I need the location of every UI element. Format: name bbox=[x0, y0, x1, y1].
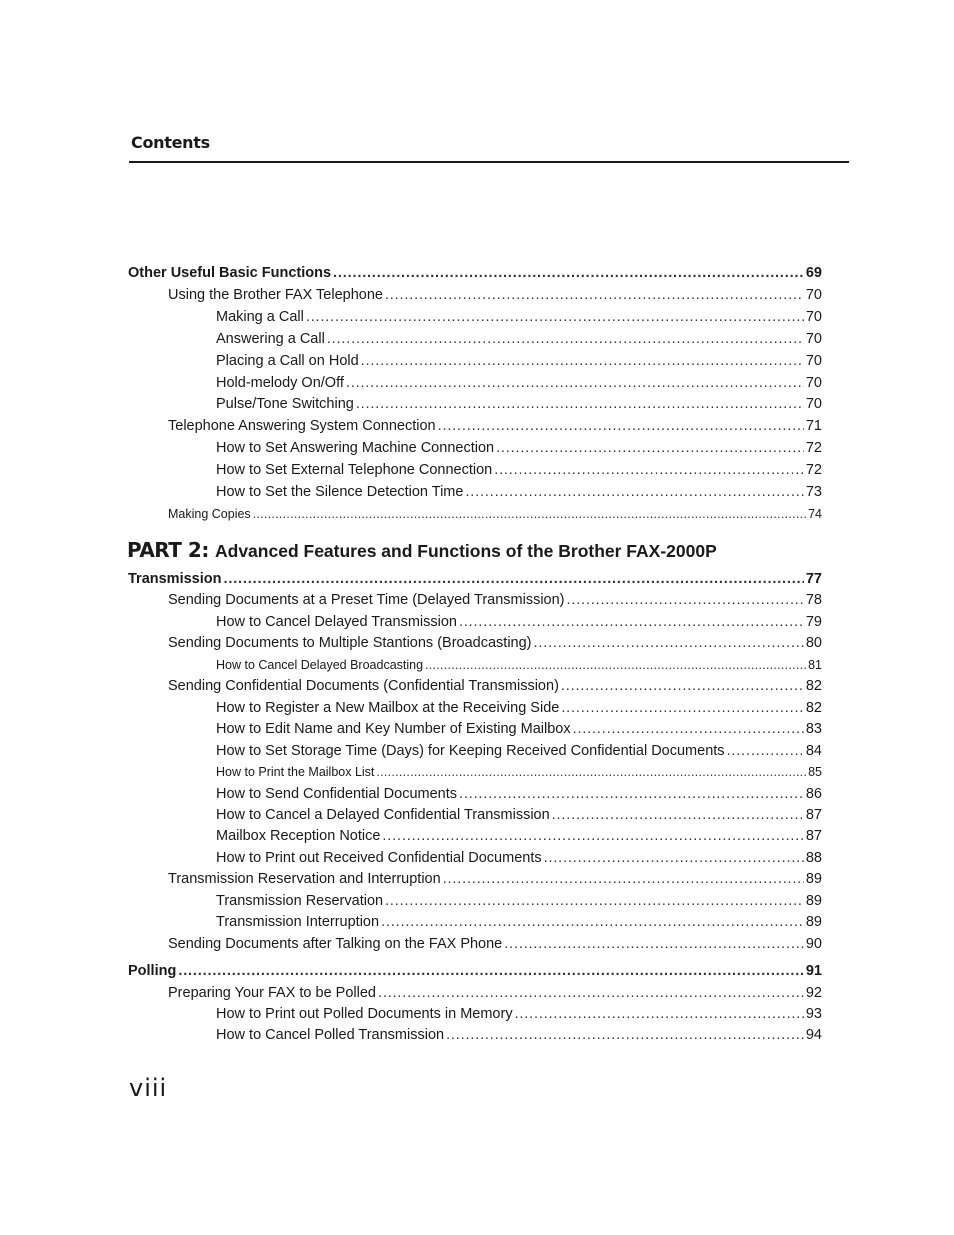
toc-entry-page: 92 bbox=[805, 984, 822, 1001]
toc-entry-page: 70 bbox=[805, 330, 822, 347]
toc-entry-label: Telephone Answering System Connection bbox=[168, 418, 436, 435]
dot-leader bbox=[561, 699, 804, 717]
toc-entry-page: 70 bbox=[805, 374, 822, 391]
toc-entry bbox=[168, 870, 822, 888]
toc-entry-page: 73 bbox=[805, 484, 822, 500]
dot-leader bbox=[727, 742, 804, 760]
toc-entry bbox=[216, 720, 822, 738]
toc-entry-label: Pulse/Tone Switching bbox=[216, 396, 354, 413]
toc-entry-page: 84 bbox=[805, 742, 822, 759]
toc-entry-label: Transmission Reservation bbox=[216, 892, 384, 909]
toc-entry-label: How to Send Confidential Documents bbox=[216, 785, 457, 802]
dot-leader bbox=[385, 892, 804, 910]
toc-entry-label: Sending Documents at a Preset Time (Delayed Transmission) bbox=[168, 592, 565, 609]
toc-entry-page: 70 bbox=[805, 308, 822, 325]
toc-entry bbox=[168, 591, 822, 609]
dot-leader bbox=[443, 870, 804, 888]
dot-leader bbox=[504, 935, 804, 953]
toc-entry bbox=[216, 806, 822, 824]
part-heading bbox=[127, 538, 717, 562]
toc-entry-page: 87 bbox=[805, 806, 822, 823]
toc-entry-page: 91 bbox=[805, 963, 822, 980]
toc-entry bbox=[216, 1026, 822, 1044]
toc-entry bbox=[216, 849, 822, 867]
toc-entry bbox=[216, 892, 822, 910]
dot-leader bbox=[327, 330, 804, 348]
dot-leader bbox=[573, 720, 804, 738]
toc-entry-label: How to Set the Silence Detection Time bbox=[216, 484, 464, 500]
toc-entry-page: 85 bbox=[808, 765, 822, 780]
toc-entry-page: 77 bbox=[805, 571, 822, 587]
toc-entry bbox=[128, 962, 822, 980]
toc-entry bbox=[216, 439, 822, 457]
dot-leader bbox=[459, 613, 804, 631]
toc-entry-label: Transmission bbox=[128, 571, 222, 587]
toc-entry-label: How to Set Answering Machine Connection bbox=[216, 440, 495, 457]
toc-entry-page: 83 bbox=[805, 721, 822, 738]
toc-entry bbox=[168, 935, 822, 953]
toc-entry-page: 93 bbox=[805, 1006, 822, 1022]
toc-entry bbox=[216, 827, 822, 845]
toc-entry-page: 72 bbox=[805, 440, 822, 457]
dot-leader bbox=[333, 264, 804, 282]
toc-entry-page: 70 bbox=[805, 352, 822, 369]
dot-leader bbox=[534, 634, 804, 652]
toc-entry bbox=[216, 913, 822, 931]
dot-leader bbox=[446, 1026, 804, 1044]
toc-entry-label: How to Cancel Polled Transmission bbox=[216, 1027, 445, 1044]
toc-entry-label: Using the Brother FAX Telephone bbox=[168, 286, 383, 303]
toc-entry-page: 89 bbox=[805, 892, 822, 909]
toc-entry-label: How to Set Storage Time (Days) for Keeping Received Confidential Documents bbox=[216, 742, 725, 759]
toc-entry bbox=[128, 264, 822, 282]
toc-entry bbox=[168, 417, 822, 435]
toc-entry-page: 82 bbox=[805, 699, 822, 716]
toc-entry bbox=[216, 613, 822, 631]
dot-leader bbox=[356, 395, 804, 413]
toc-entry-page: 69 bbox=[805, 265, 822, 281]
dot-leader bbox=[361, 352, 804, 370]
page-number: viii bbox=[129, 1074, 168, 1102]
toc-entry-page: 80 bbox=[805, 635, 822, 652]
toc-entry-label: How to Print out Received Confidential Documents bbox=[216, 849, 542, 866]
dot-leader bbox=[515, 1005, 804, 1023]
toc-entry-label: Hold-melody On/Off bbox=[216, 374, 344, 391]
toc-entry-label: Making Copies bbox=[168, 506, 251, 521]
dot-leader bbox=[465, 483, 803, 501]
toc-entry-label: Sending Documents after Talking on the FAX Phone bbox=[168, 935, 503, 952]
dot-leader bbox=[561, 677, 804, 695]
toc-entry bbox=[216, 742, 822, 760]
toc-entry-label: Transmission Interruption bbox=[216, 914, 380, 931]
toc-entry-page: 82 bbox=[805, 678, 822, 695]
toc-entry-page: 72 bbox=[805, 462, 822, 479]
header-rule bbox=[129, 161, 849, 163]
part-label: PART 2: bbox=[127, 538, 209, 562]
dot-leader bbox=[306, 308, 804, 326]
toc-entry bbox=[216, 461, 822, 479]
toc-entry-page: 70 bbox=[805, 396, 822, 413]
toc-entry bbox=[216, 483, 822, 501]
toc-entry-label: Polling bbox=[128, 963, 177, 980]
toc-entry-page: 81 bbox=[808, 657, 822, 672]
dot-leader bbox=[378, 984, 804, 1002]
dot-leader bbox=[223, 570, 803, 588]
toc-entry-label: How to Cancel Delayed Broadcasting bbox=[216, 657, 424, 672]
toc-entry-label: How to Register a New Mailbox at the Receiving Side bbox=[216, 699, 560, 716]
part-title: Advanced Features and Functions of the Brother FAX-2000P bbox=[215, 541, 717, 561]
dot-leader bbox=[346, 374, 804, 392]
toc-entry bbox=[168, 677, 822, 695]
dot-leader bbox=[253, 505, 806, 523]
toc-entry bbox=[216, 699, 822, 717]
toc-entry-label: Preparing Your FAX to be Polled bbox=[168, 984, 376, 1001]
toc-entry-label: Placing a Call on Hold bbox=[216, 352, 359, 369]
dot-leader bbox=[567, 591, 804, 609]
toc-entry-page: 90 bbox=[805, 935, 822, 952]
toc-entry bbox=[216, 374, 822, 392]
dot-leader bbox=[376, 763, 806, 781]
toc-entry bbox=[168, 286, 822, 304]
toc-entry bbox=[168, 634, 822, 652]
toc-entry-page: 78 bbox=[805, 592, 822, 609]
toc-entry bbox=[216, 785, 822, 803]
toc-entry-label: Answering a Call bbox=[216, 330, 325, 347]
toc-entry bbox=[216, 352, 822, 370]
toc-entry bbox=[168, 984, 822, 1002]
page-header-title: Contents bbox=[131, 133, 210, 152]
toc-entry-label: How to Print the Mailbox List bbox=[216, 765, 375, 780]
toc-entry-label: How to Cancel Delayed Transmission bbox=[216, 613, 457, 630]
toc-entry bbox=[216, 1005, 822, 1023]
toc-entry-page: 87 bbox=[805, 828, 822, 845]
toc-entry-page: 88 bbox=[805, 849, 822, 866]
toc-entry bbox=[128, 570, 822, 588]
dot-leader bbox=[552, 806, 804, 824]
toc-entry bbox=[168, 505, 822, 523]
toc-entry-page: 89 bbox=[805, 914, 822, 931]
toc-entry-label: Other Useful Basic Functions bbox=[128, 265, 332, 281]
toc-entry bbox=[216, 330, 822, 348]
toc-entry-label: How to Set External Telephone Connection bbox=[216, 462, 493, 479]
toc-entry-label: How to Print out Polled Documents in Memory bbox=[216, 1006, 513, 1022]
toc-entry bbox=[216, 763, 822, 781]
dot-leader bbox=[496, 439, 804, 457]
toc-entry-page: 70 bbox=[805, 286, 822, 303]
toc-entry-label: How to Cancel a Delayed Confidential Transmission bbox=[216, 806, 550, 823]
toc-entry-label: Sending Confidential Documents (Confidential Transmission) bbox=[168, 678, 559, 695]
toc-entry-label: How to Edit Name and Key Number of Existing Mailbox bbox=[216, 721, 571, 738]
toc-entry bbox=[216, 308, 822, 326]
toc-entry-page: 79 bbox=[805, 613, 822, 630]
dot-leader bbox=[385, 286, 804, 304]
dot-leader bbox=[381, 913, 804, 931]
toc-entry-label: Sending Documents to Multiple Stantions (Broadcasting) bbox=[168, 635, 532, 652]
dot-leader bbox=[425, 656, 806, 674]
toc-entry-page: 74 bbox=[808, 506, 822, 521]
toc-entry-label: Making a Call bbox=[216, 308, 304, 325]
dot-leader bbox=[438, 417, 804, 435]
dot-leader bbox=[494, 461, 804, 479]
toc-entry bbox=[216, 395, 822, 413]
toc-entry-page: 86 bbox=[805, 785, 822, 802]
toc-entry-page: 89 bbox=[805, 871, 822, 888]
dot-leader bbox=[459, 785, 804, 803]
dot-leader bbox=[382, 827, 803, 845]
toc-entry-page: 94 bbox=[805, 1027, 822, 1044]
dot-leader bbox=[544, 849, 804, 867]
toc-entry-label: Mailbox Reception Notice bbox=[216, 828, 381, 845]
toc-entry-label: Transmission Reservation and Interruption bbox=[168, 871, 441, 888]
dot-leader bbox=[178, 962, 804, 980]
toc-entry-page: 71 bbox=[805, 418, 822, 435]
toc-entry bbox=[216, 656, 822, 674]
